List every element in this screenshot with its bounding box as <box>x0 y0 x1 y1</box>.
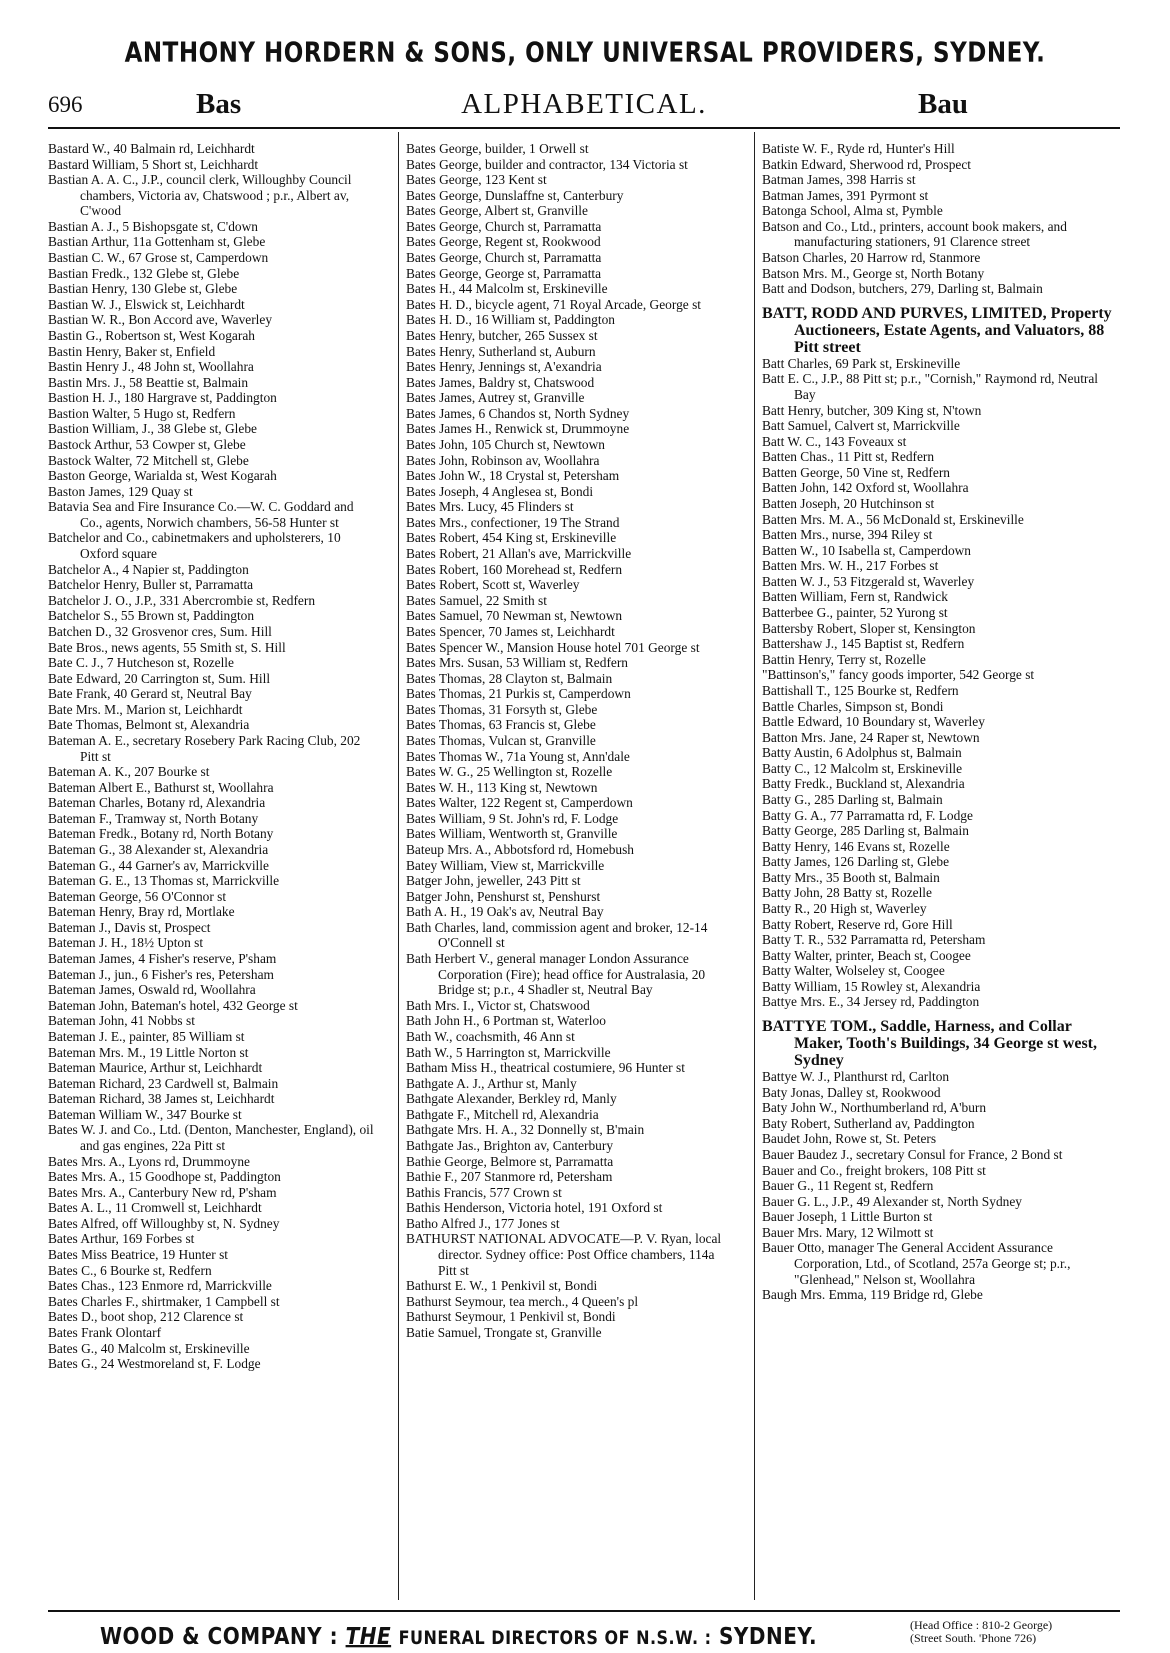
directory-entry: Bathurst Seymour, 1 Penkivil st, Bondi <box>406 1309 616 1325</box>
directory-entry: Bates George, Dunslaffne st, Canterbury <box>406 187 624 203</box>
directory-entry: BATT, RODD AND PURVES, LIMITED, Property Auctioneers, Estate Agents, and Valuators, 88 Pitt street <box>762 304 1112 356</box>
directory-entry: Bates Miss Beatrice, 19 Hunter st <box>48 1247 228 1263</box>
header-rule <box>48 127 1120 129</box>
directory-entry: Bates George, Regent st, Rookwood <box>406 234 601 250</box>
footer-slogan <box>100 1622 817 1650</box>
directory-entry: Batchelor J. O., J.P., 331 Abercrombie st, Redfern <box>48 592 316 608</box>
directory-entry: Bates Henry, Sutherland st, Auburn <box>406 343 596 359</box>
directory-entry: Batty G. A., 77 Parramatta rd, F. Lodge <box>762 807 973 823</box>
directory-entry: Batty Fredk., Buckland st, Alexandria <box>762 776 965 792</box>
directory-entry: Bates Spencer W., Mansion House hotel 701 George st <box>406 639 700 655</box>
directory-entry: Batty G., 285 Darling st, Balmain <box>762 791 943 807</box>
directory-entry: Batty James, 126 Darling st, Glebe <box>762 854 950 870</box>
directory-entry: Bates William, 9 St. John's rd, F. Lodge <box>406 810 619 826</box>
directory-entry: Bath W., coachsmith, 46 Ann st <box>406 1028 575 1044</box>
directory-entry: Batton Mrs. Jane, 24 Raper st, Newtown <box>762 729 980 745</box>
footer-advertisement <box>48 1618 1120 1652</box>
directory-entry: Bathgate Mrs. H. A., 32 Donnelly st, B'main <box>406 1122 645 1138</box>
guide-word-right: Bau <box>918 88 968 120</box>
directory-entry: Bates Samuel, 70 Newman st, Newtown <box>406 608 623 624</box>
directory-entry: Batman James, 391 Pyrmont st <box>762 187 929 203</box>
footer-office-line-2: (Street South. 'Phone 726) <box>910 1631 1037 1645</box>
directory-entry: Batson and Co., Ltd., printers, account book makers, and manufacturing stationers, 91 Clarence street <box>762 218 1067 250</box>
directory-entry: Bates John, Robinson av, Woollahra <box>406 452 600 468</box>
directory-entry: Bates Robert, Scott st, Waverley <box>406 577 580 593</box>
directory-entry: Bastian Arthur, 11a Gottenham st, Glebe <box>48 234 266 250</box>
directory-entry: Bateman Albert E., Bathurst st, Woollahra <box>48 779 274 795</box>
directory-entry: Bateman J., Davis st, Prospect <box>48 919 211 935</box>
directory-entry: Bathurst E. W., 1 Penkivil st, Bondi <box>406 1278 598 1294</box>
directory-entry: Batty George, 285 Darling st, Balmain <box>762 823 969 839</box>
directory-entry: Bath Charles, land, commission agent and broker, 12-14 O'Connell st <box>406 919 708 951</box>
directory-entry: Bateman G., 44 Garner's av, Marrickville <box>48 857 269 873</box>
directory-entry: Batt and Dodson, butchers, 279, Darling st, Balmain <box>762 281 1043 297</box>
directory-entry: Bates Samuel, 22 Smith st <box>406 592 547 608</box>
directory-entry: Batger John, Penshurst st, Penshurst <box>406 888 601 904</box>
directory-entry: Bateman William W., 347 Bourke st <box>48 1106 242 1122</box>
directory-entry: Batty William, 15 Rowley st, Alexandria <box>762 978 981 994</box>
directory-entry: Bastian W. R., Bon Accord ave, Waverley <box>48 312 273 328</box>
directory-entry: BATTYE TOM., Saddle, Harness, and Collar Maker, Tooth's Buildings, 34 George st west, Sydney <box>762 1018 1097 1070</box>
header-banner: ANTHONY HORDERN & SONS, ONLY UNIVERSAL PROVIDERS, SYDNEY. <box>124 37 1046 69</box>
directory-entry: Battle Edward, 10 Boundary st, Waverley <box>762 714 985 730</box>
directory-entry: Bates G., 40 Malcolm st, Erskineville <box>48 1340 250 1356</box>
directory-entry: Batchelor Henry, Buller st, Parramatta <box>48 577 254 593</box>
directory-entry: Batham Miss H., theatrical costumiere, 96 Hunter st <box>406 1060 685 1076</box>
directory-entry: Bath Mrs. I., Victor st, Chatswood <box>406 997 590 1013</box>
directory-entry: Bates H., 44 Malcolm st, Erskineville <box>406 281 608 297</box>
directory-entry: Bath W., 5 Harrington st, Marrickville <box>406 1044 611 1060</box>
directory-entry: Bates Mrs. A., Lyons rd, Drummoyne <box>48 1153 250 1169</box>
directory-column-3 <box>762 141 1116 1303</box>
directory-entry: Bateman George, 56 O'Connor st <box>48 888 227 904</box>
directory-entry: Bate Thomas, Belmont st, Alexandria <box>48 717 250 733</box>
directory-entry: Bastock Arthur, 53 Cowper st, Glebe <box>48 436 246 452</box>
directory-entry: Batten George, 50 Vine st, Redfern <box>762 464 950 480</box>
guide-word-left: Bas <box>196 88 242 120</box>
directory-entry: Bateman G., 38 Alexander st, Alexandria <box>48 842 269 858</box>
directory-entry: Bath Herbert V., general manager London Assurance Corporation (Fire); head office for Australasia, 20 Bridge st; p.r., 4 Shadler st, Neutral Bay <box>406 951 706 998</box>
directory-entry: Bate Frank, 40 Gerard st, Neutral Bay <box>48 686 252 702</box>
directory-entry: Bastian C. W., 67 Grose st, Camperdown <box>48 250 269 266</box>
directory-entry: Bates C., 6 Bourke st, Redfern <box>48 1262 212 1278</box>
directory-entry: Bates Joseph, 4 Anglesea st, Bondi <box>406 483 594 499</box>
directory-entry: Batten William, Fern st, Randwick <box>762 589 948 605</box>
directory-entry: Bates George, builder and contractor, 134 Victoria st <box>406 156 688 172</box>
directory-entry: Bastian Henry, 130 Glebe st, Glebe <box>48 281 238 297</box>
directory-entry: Batt E. C., J.P., 88 Pitt st; p.r., "Cornish," Raymond rd, Neutral Bay <box>762 371 1099 402</box>
directory-entry: Bateman Richard, 38 James st, Leichhardt <box>48 1091 275 1107</box>
directory-entry: Baston George, Warialda st, West Kogarah <box>48 468 277 484</box>
directory-entry: Batty Walter, Wolseley st, Coogee <box>762 963 945 979</box>
directory-entry: Batger John, jeweller, 243 Pitt st <box>406 873 581 889</box>
directory-entry: Bath John H., 6 Portman st, Waterloo <box>406 1013 606 1029</box>
directory-entry: Baty John W., Northumberland rd, A'burn <box>762 1100 987 1116</box>
directory-entry: Bates H. D., 16 William st, Paddington <box>406 312 615 328</box>
directory-entry: Battye W. J., Planthurst rd, Carlton <box>762 1069 950 1085</box>
directory-entry: Batson Charles, 20 Harrow rd, Stanmore <box>762 250 981 266</box>
directory-entry: Bastian Fredk., 132 Glebe st, Glebe <box>48 265 240 281</box>
directory-entry: Bates William, Wentworth st, Granville <box>406 826 618 842</box>
directory-entry: Bates Thomas, Vulcan st, Granville <box>406 732 596 748</box>
directory-entry: Bates Mrs. Lucy, 45 Flinders st <box>406 499 574 515</box>
directory-entry: Batty Robert, Reserve rd, Gore Hill <box>762 916 953 932</box>
directory-entry: Bauer G., 11 Regent st, Redfern <box>762 1178 934 1194</box>
directory-entry: Bates Charles F., shirtmaker, 1 Campbell st <box>48 1293 280 1309</box>
page-header <box>48 88 1120 122</box>
directory-entry: Bates W. G., 25 Wellington st, Rozelle <box>406 764 613 780</box>
directory-entry: Batho Alfred J., 177 Jones st <box>406 1215 560 1231</box>
directory-entry: Bathie F., 207 Stanmore rd, Petersham <box>406 1169 613 1185</box>
directory-entry: Batten John, 142 Oxford st, Woollahra <box>762 480 969 496</box>
directory-entry: Bauer Otto, manager The General Accident Assurance Corporation, Ltd., of Scotland, 257a George st; p.r., "Glenhead," Nelson st, Woollahra <box>762 1240 1071 1287</box>
directory-entry: Bates Thomas, 31 Forsyth st, Glebe <box>406 701 598 717</box>
directory-entry: Batchelor and Co., cabinetmakers and upholsterers, 10 Oxford square <box>48 530 341 562</box>
directory-entry: Bates James H., Renwick st, Drummoyne <box>406 421 630 437</box>
directory-entry: Batten W. J., 53 Fitzgerald st, Waverley <box>762 573 975 589</box>
directory-entry: Bates Henry, Jennings st, A'exandria <box>406 359 602 375</box>
directory-entry: Bauer and Co., freight brokers, 108 Pitt st <box>762 1162 986 1178</box>
directory-entry: Batten Mrs., nurse, 394 Riley st <box>762 527 933 543</box>
directory-entry: Bates George, 123 Kent st <box>406 172 547 188</box>
directory-entry: Bates Robert, 21 Allan's ave, Marrickville <box>406 546 632 562</box>
directory-entry: Baston James, 129 Quay st <box>48 483 193 499</box>
directory-entry: Bateman F., Tramway st, North Botany <box>48 810 259 826</box>
directory-entry: Batten W., 10 Isabella st, Camperdown <box>762 542 972 558</box>
directory-entry: Batonga School, Alma st, Pymble <box>762 203 943 219</box>
directory-entry: Batterbee G., painter, 52 Yurong st <box>762 605 948 621</box>
directory-entry: Bates Walter, 122 Regent st, Camperdown <box>406 795 633 811</box>
directory-entry: Battle Charles, Simpson st, Bondi <box>762 698 944 714</box>
directory-entry: Battersby Robert, Sloper st, Kensington <box>762 620 976 636</box>
directory-entry: Bates Mrs. Susan, 53 William st, Redfern <box>406 655 628 671</box>
directory-entry: Bauer Joseph, 1 Little Burton st <box>762 1209 933 1225</box>
footer-office-line-1: (Head Office : 810-2 George) <box>910 1618 1053 1632</box>
directory-entry: Baty Robert, Sutherland av, Paddington <box>762 1115 975 1131</box>
directory-entry: Batty Mrs., 35 Booth st, Balmain <box>762 869 940 885</box>
directory-entry: Bateman John, Bateman's hotel, 432 George st <box>48 997 298 1013</box>
directory-entry: Bate Mrs. M., Marion st, Leichhardt <box>48 701 243 717</box>
column-divider <box>398 132 399 1600</box>
directory-entry: Batt Samuel, Calvert st, Marrickville <box>762 418 960 434</box>
directory-column-1 <box>48 141 378 1372</box>
directory-entry: Batty John, 28 Batty st, Rozelle <box>762 885 932 901</box>
directory-entry: Bastin Henry J., 48 John st, Woollahra <box>48 359 254 375</box>
directory-entry: Baty Jonas, Dalley st, Rookwood <box>762 1084 941 1100</box>
directory-entry: Bates G., 24 Westmoreland st, F. Lodge <box>48 1356 261 1372</box>
directory-entry: Bastin Mrs. J., 58 Beattie st, Balmain <box>48 374 249 390</box>
directory-entry: Batty R., 20 High st, Waverley <box>762 901 927 917</box>
directory-entry: Batten Mrs. W. H., 217 Forbes st <box>762 558 939 574</box>
footer-office-info <box>910 1619 1052 1645</box>
directory-entry: Batey William, View st, Marrickville <box>406 857 605 873</box>
directory-entry: Bates Chas., 123 Enmore rd, Marrickville <box>48 1278 272 1294</box>
column-divider <box>754 132 755 1600</box>
directory-entry: Batt W. C., 143 Foveaux st <box>762 433 907 449</box>
directory-entry: Bastard William, 5 Short st, Leichhardt <box>48 156 259 172</box>
directory-entry: Bateman James, 4 Fisher's reserve, P'sham <box>48 951 277 967</box>
directory-entry: Bates Robert, 160 Morehead st, Redfern <box>406 561 623 577</box>
directory-entry: Bates Thomas W., 71a Young st, Ann'dale <box>406 748 630 764</box>
directory-entry: Bastian A. J., 5 Bishopsgate st, C'down <box>48 218 258 234</box>
directory-entry: Bates Thomas, 21 Purkis st, Camperdown <box>406 686 631 702</box>
directory-entry: Bateman Richard, 23 Cardwell st, Balmain <box>48 1075 279 1091</box>
directory-entry: Bath A. H., 19 Oak's av, Neutral Bay <box>406 904 604 920</box>
directory-entry: Bastard W., 40 Balmain rd, Leichhardt <box>48 141 255 156</box>
directory-entry: Battye Mrs. E., 34 Jersey rd, Paddington <box>762 994 980 1010</box>
directory-entry: Bate C. J., 7 Hutcheson st, Rozelle <box>48 655 234 671</box>
directory-entry: Bauer G. L., J.P., 49 Alexander st, North Sydney <box>762 1193 1022 1209</box>
footer-the: THE <box>345 1622 392 1650</box>
directory-entry: Bastion H. J., 180 Hargrave st, Paddington <box>48 390 277 406</box>
directory-entry: Bates James, 6 Chandos st, North Sydney <box>406 405 630 421</box>
directory-entry: Bastock Walter, 72 Mitchell st, Glebe <box>48 452 249 468</box>
directory-entry: Bate Bros., news agents, 55 Smith st, S. Hill <box>48 639 286 655</box>
directory-entry: Bates Mrs. A., 15 Goodhope st, Paddington <box>48 1169 281 1185</box>
directory-entry: Bathie George, Belmore st, Parramatta <box>406 1153 614 1169</box>
footer-directors: FUNERAL DIRECTORS OF N.S.W. : <box>398 1626 712 1649</box>
directory-entry: Bateman G. E., 13 Thomas st, Marrickville <box>48 873 280 889</box>
directory-entry: Bates James, Baldry st, Chatswood <box>406 374 595 390</box>
directory-entry: Bates Robert, 454 King st, Erskineville <box>406 530 617 546</box>
footer-rule <box>48 1610 1120 1612</box>
directory-entry: Batty C., 12 Malcolm st, Erskineville <box>762 760 963 776</box>
directory-entry: Bates George, George st, Parramatta <box>406 265 602 281</box>
directory-entry: Bathgate A. J., Arthur st, Manly <box>406 1075 577 1091</box>
directory-entry: Bates Spencer, 70 James st, Leichhardt <box>406 623 615 639</box>
directory-entry: Batty T. R., 532 Parramatta rd, Petersham <box>762 932 986 948</box>
directory-entry: Bathgate F., Mitchell rd, Alexandria <box>406 1106 599 1122</box>
directory-entry: Batt Charles, 69 Park st, Erskineville <box>762 355 961 371</box>
directory-entry: Batkin Edward, Sherwood rd, Prospect <box>762 156 972 172</box>
directory-entry: Bauer Mrs. Mary, 12 Wilmott st <box>762 1224 934 1240</box>
directory-entry: Bastion William, J., 38 Glebe st, Glebe <box>48 421 257 437</box>
directory-entry: Bates Henry, butcher, 265 Sussex st <box>406 327 598 343</box>
directory-entry: Bates Arthur, 169 Forbes st <box>48 1231 195 1247</box>
directory-entry: Bateman J., jun., 6 Fisher's res, Petersham <box>48 966 274 982</box>
directory-entry: Batten Mrs. M. A., 56 McDonald st, Erskineville <box>762 511 1024 527</box>
directory-entry: Bastian W. J., Elswick st, Leichhardt <box>48 296 245 312</box>
directory-entry: Bates W. J. and Co., Ltd. (Denton, Manchester, England), oil and gas engines, 22a Pitt st <box>48 1122 374 1153</box>
directory-entry: BATHURST NATIONAL ADVOCATE—P. V. Ryan, local director. Sydney office: Post Office chambers, 114a Pitt st <box>406 1231 722 1278</box>
directory-entry: Bastin G., Robertson st, West Kogarah <box>48 327 255 343</box>
directory-entry: Bathis Henderson, Victoria hotel, 191 Oxford st <box>406 1200 663 1216</box>
directory-entry: Bates George, Church st, Parramatta <box>406 250 602 266</box>
directory-entry: Bateman A. E., secretary Rosebery Park Racing Club, 202 Pitt st <box>48 732 361 764</box>
directory-entry: Bauer Baudez J., secretary Consul for France, 2 Bond st <box>762 1146 1063 1162</box>
directory-entry: Bateman Fredk., Botany rd, North Botany <box>48 826 274 842</box>
directory-entry: Bastian A. A. C., J.P., council clerk, Willoughby Council chambers, Victoria av, Chatswood ; p.r., Albert av, C'wood <box>48 172 352 219</box>
directory-entry: Batty Henry, 146 Evans st, Rozelle <box>762 838 950 854</box>
directory-entry: Bates John W., 18 Crystal st, Petersham <box>406 468 620 484</box>
directory-entry: Bathis Francis, 577 Crown st <box>406 1184 562 1200</box>
directory-entry: Batavia Sea and Fire Insurance Co.—W. C. Goddard and Co., agents, Norwich chambers, 56-58 Hunter st <box>48 499 354 530</box>
directory-entry: Bateman Mrs. M., 19 Little Norton st <box>48 1044 249 1060</box>
directory-entry: Bateup Mrs. A., Abbotsford rd, Homebush <box>406 842 634 858</box>
footer-city: SYDNEY. <box>719 1622 818 1650</box>
directory-entry: Batchen D., 32 Grosvenor cres, Sum. Hill <box>48 623 272 639</box>
directory-entry: Batten Chas., 11 Pitt st, Redfern <box>762 449 935 465</box>
directory-entry: Bateman Charles, Botany rd, Alexandria <box>48 795 266 811</box>
page-title: ALPHABETICAL. <box>461 88 707 120</box>
directory-entry: Bates Thomas, 63 Francis st, Glebe <box>406 717 596 733</box>
page-number: 696 <box>48 92 83 117</box>
directory-entry: Bates George, Albert st, Granville <box>406 203 588 219</box>
directory-entry: Bateman A. K., 207 Bourke st <box>48 764 210 780</box>
directory-entry: Baugh Mrs. Emma, 119 Bridge rd, Glebe <box>762 1287 983 1303</box>
footer-company: WOOD & COMPANY : <box>100 1622 339 1650</box>
directory-entry: Bateman Maurice, Arthur st, Leichhardt <box>48 1060 263 1076</box>
directory-entry: Battishall T., 125 Bourke st, Redfern <box>762 682 959 698</box>
directory-entry: Bastion Walter, 5 Hugo st, Redfern <box>48 405 236 421</box>
directory-entry: Bates A. L., 11 Cromwell st, Leichhardt <box>48 1200 262 1216</box>
directory-entry: Bathgate Alexander, Berkley rd, Manly <box>406 1091 617 1107</box>
directory-entry: Batchelor A., 4 Napier st, Paddington <box>48 561 249 577</box>
directory-entry: Bates D., boot shop, 212 Clarence st <box>48 1309 244 1325</box>
directory-entry: Bates W. H., 113 King st, Newtown <box>406 779 598 795</box>
directory-entry: Bathgate Jas., Brighton av, Canterbury <box>406 1138 614 1153</box>
directory-entry: Bateman John, 41 Nobbs st <box>48 1013 195 1029</box>
directory-entry: Bates Frank Olontarf <box>48 1324 162 1340</box>
directory-entry: Bate Edward, 20 Carrington st, Sum. Hill <box>48 670 271 686</box>
directory-entry: Batman James, 398 Harris st <box>762 172 916 188</box>
directory-entry: Batt Henry, butcher, 309 King st, N'town <box>762 402 982 418</box>
directory-entry: Bateman J. E., painter, 85 William st <box>48 1028 245 1044</box>
directory-entry: "Battinson's," fancy goods importer, 542 George st <box>762 667 1035 683</box>
directory-entry: Batty Walter, printer, Beach st, Coogee <box>762 947 971 963</box>
directory-entry: Batten Joseph, 20 Hutchinson st <box>762 495 935 511</box>
directory-column-2 <box>406 141 736 1341</box>
directory-entry: Batie Samuel, Trongate st, Granville <box>406 1324 602 1340</box>
directory-entry: Bates Mrs. A., Canterbury New rd, P'sham <box>48 1184 277 1200</box>
directory-entry: Bateman J. H., 18½ Upton st <box>48 935 204 951</box>
directory-entry: Bastin Henry, Baker st, Enfield <box>48 343 216 359</box>
directory-entry: Battershaw J., 145 Baptist st, Redfern <box>762 636 965 652</box>
directory-entry: Batty Austin, 6 Adolphus st, Balmain <box>762 745 962 761</box>
directory-entry: Bates H. D., bicycle agent, 71 Royal Arcade, George st <box>406 296 702 312</box>
directory-entry: Bates George, Church st, Parramatta <box>406 218 602 234</box>
directory-entry: Bates George, builder, 1 Orwell st <box>406 141 589 156</box>
directory-entry: Batiste W. F., Ryde rd, Hunter's Hill <box>762 141 955 156</box>
directory-entry: Battin Henry, Terry st, Rozelle <box>762 651 926 667</box>
directory-entry: Baudet John, Rowe st, St. Peters <box>762 1131 937 1147</box>
directory-entry: Bates Mrs., confectioner, 19 The Strand <box>406 514 620 530</box>
directory-entry: Bates Thomas, 28 Clayton st, Balmain <box>406 670 613 686</box>
directory-entry: Bathurst Seymour, tea merch., 4 Queen's pl <box>406 1293 639 1309</box>
directory-entry: Bates Alfred, off Willoughby st, N. Sydney <box>48 1215 280 1231</box>
directory-entry: Batchelor S., 55 Brown st, Paddington <box>48 608 255 624</box>
directory-entry: Bateman Henry, Bray rd, Mortlake <box>48 904 235 920</box>
directory-entry: Bateman James, Oswald rd, Woollahra <box>48 982 256 998</box>
directory-entry: Bates John, 105 Church st, Newtown <box>406 436 605 452</box>
directory-entry: Batson Mrs. M., George st, North Botany <box>762 265 985 281</box>
directory-entry: Bates James, Autrey st, Granville <box>406 390 585 406</box>
